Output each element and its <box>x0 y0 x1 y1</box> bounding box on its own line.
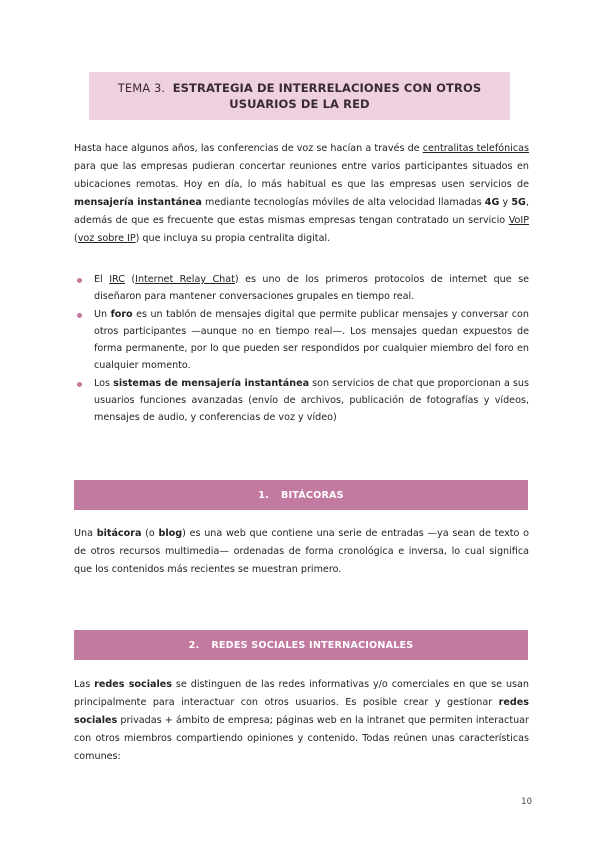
bullet-dot-icon <box>77 382 82 387</box>
text-run: El <box>94 274 110 285</box>
bullet-list <box>74 271 529 427</box>
chapter-title-line2 <box>229 96 369 112</box>
term-4g: 4G <box>484 197 500 208</box>
text-run: son servicios de chat que proporcionan a sus usuarios funciones avanzadas (envío de archivos, publicación de fotografías y vídeos, mensajes de audio, y conferencias de voz y vídeo) <box>94 377 529 424</box>
section-title: REDES SOCIALES INTERNACIONALES <box>211 639 414 651</box>
section-number: 2. <box>188 639 200 651</box>
text-run: ( <box>74 233 78 244</box>
text-run: mediante tecnologías móviles de alta velocidad llamadas <box>201 197 485 208</box>
chapter-title-text-2: USUARIOS DE LA RED <box>229 97 370 111</box>
redes-paragraph <box>74 676 529 766</box>
list-item-sistemas <box>74 375 529 427</box>
text-run: ( <box>124 274 136 285</box>
link-internet-relay-chat[interactable]: Internet Relay Chat <box>135 274 235 285</box>
text-run: Una <box>74 528 97 539</box>
term-sistemas: sistemas de mensajería instantánea <box>113 377 310 389</box>
bullet-dot-icon <box>77 278 82 283</box>
term-foro: foro <box>110 308 133 320</box>
term-redes-sociales-2: redes sociales <box>74 697 529 726</box>
text-run: Las <box>74 679 95 690</box>
chapter-title-text: ESTRATEGIA DE INTERRELACIONES CON OTROS <box>172 81 482 95</box>
page-number: 10 <box>521 797 532 807</box>
term-5g: 5G <box>511 197 526 208</box>
section-heading-bitacoras <box>74 480 528 510</box>
text-run: y <box>499 197 512 208</box>
link-centralitas[interactable]: centralitas telefónicas <box>422 143 529 154</box>
text-run: Los <box>94 377 114 389</box>
list-item-irc <box>74 271 529 306</box>
text-run: ) es uno de los primeros protocolos de internet que se diseñaron para mantener conversaciones grupales en tiempo real. <box>94 274 530 303</box>
chapter-title-line1 <box>118 80 481 96</box>
link-voip[interactable]: VoIP <box>508 215 529 226</box>
term-redes-sociales: redes sociales <box>94 679 172 690</box>
chapter-title-box <box>89 72 510 120</box>
text-run: privadas + ámbito de empresa; páginas web en la intranet que permiten interactuar con otros miembros compartiendo opiniones y contenido. Todas reúnen unas características comunes: <box>74 715 529 762</box>
term-bitacora: bitácora <box>96 528 142 539</box>
bullet-dot-icon <box>77 313 82 318</box>
text-run: para que las empresas pudieran concertar reuniones entre varios participantes situados en ubicaciones remotas. Hoy en día, lo más habitual es que las empresas usen servicios de <box>74 161 529 190</box>
section-number: 1. <box>258 489 269 501</box>
text-run: se distinguen de las redes informativas y/o comerciales en que se usan principalmente para interactuar con otros usuarios. Es posible crear y gestionar <box>74 679 529 708</box>
link-voz-sobre-ip[interactable]: voz sobre IP <box>77 233 136 244</box>
list-item-foro <box>74 306 529 375</box>
section-title: BITÁCORAS <box>280 489 344 501</box>
text-run: Hasta hace algunos años, las conferencias de voz se hacían a través de <box>74 143 423 154</box>
section-heading-redes-sociales <box>74 630 528 660</box>
term-mensajeria: mensajería instantánea <box>74 197 202 208</box>
bitacora-paragraph <box>74 525 529 579</box>
text-run: , además de que es frecuente que estas mismas empresas tengan contratado un servicio <box>74 197 529 226</box>
tema-prefix: TEMA 3. <box>117 81 166 95</box>
term-blog: blog <box>158 528 183 539</box>
text-run: (o <box>141 528 159 539</box>
text-run: Un <box>94 308 111 320</box>
text-run: es un tablón de mensajes digital que permite publicar mensajes y conversar con otros participantes —aunque no en tiempo real—. Los mensajes quedan expuestos de forma permanente, por lo que pueden ser respondidos por cualquier miembro del foro en cualquier momento. <box>94 308 529 372</box>
text-run: ) que incluya su propia centralita digital. <box>135 233 331 244</box>
link-irc[interactable]: IRC <box>109 274 125 285</box>
text-run: ) es una web que contiene una serie de entradas —ya sean de texto o de otros recursos multimedia— ordenadas de forma cronológica e inversa, lo cual significa que los contenidos más recientes se muestran primero. <box>74 528 530 575</box>
intro-paragraph <box>74 140 529 248</box>
